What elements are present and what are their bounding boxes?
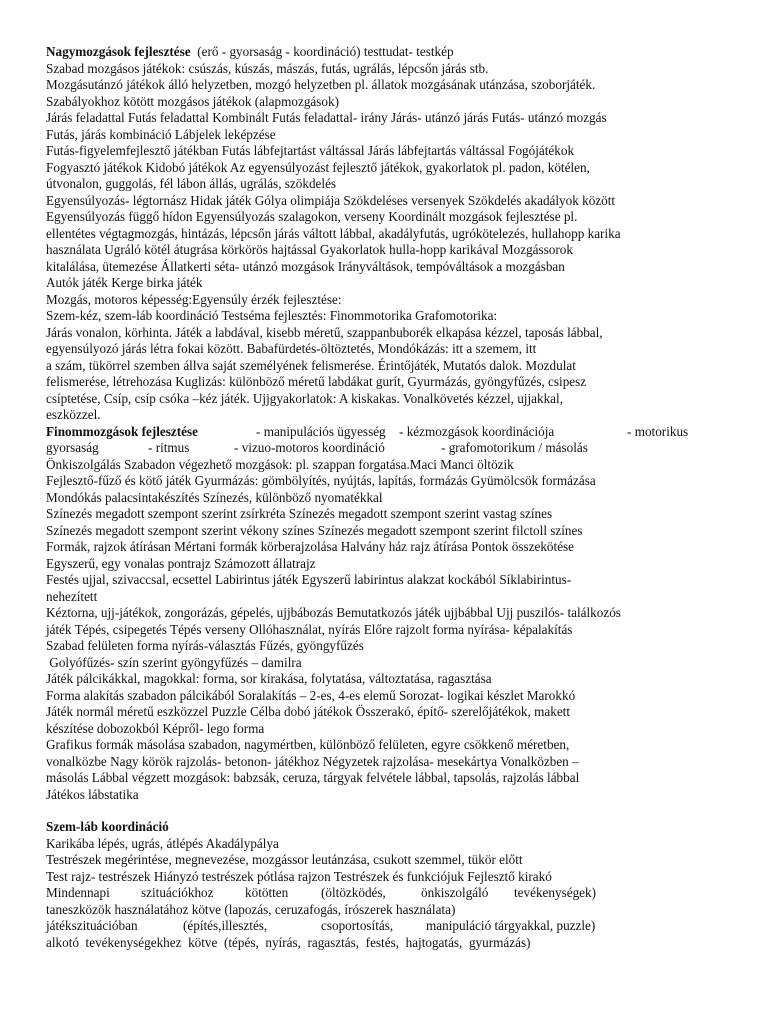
row-word: (építés,illesztés, — [183, 918, 268, 933]
text-line: Játék normál méretű eszközzel Puzzle Célba dobó játékok Összerakó, építő- szerelőjátékok, makett — [46, 704, 571, 719]
row-word: játékszituációban — [46, 918, 138, 933]
goal-item: - kézmozgások koordinációja — [399, 423, 555, 439]
row-word: Mindennapi — [46, 885, 110, 900]
text-line: felismerése, létrehozása Kuglizás: különböző méretű labdákat gurít, Gyurmázás, gyöngyfűzés, csipesz — [46, 374, 587, 389]
goal-item: - ritmus — [148, 440, 190, 455]
text-line: Játékos lábstatika — [46, 786, 139, 802]
text-line: Játék pálcikákkal, magokkal: forma, sor kirakása, folytatása, változtatása, ragasztása — [46, 671, 492, 686]
text-line: egyensúlyozó járás létra fokai között. Babafürdetés-öltöztetés, Mondókázás: itt a szemem, itt — [46, 341, 537, 356]
text-line: Golyófűzés- szín szerint gyöngyfűzés – damilra — [46, 654, 302, 670]
row-word: manipuláció tárgyakkal, puzzle) — [426, 918, 596, 933]
text-line: Egyszerű, egy vonalas pontrajz Számozott állatrajz — [46, 555, 316, 571]
text-line: ellentétes végtagmozgás, hintázás, lépcsőn járás váltott lábbal, akadályfutás, ugrókötelezés, hullahopp karika — [46, 225, 621, 241]
text-line: Szabályokhoz kötött mozgásos játékok (alapmozgások) — [46, 93, 339, 109]
text-line: használata Ugráló kötél átugrása körkörös hajtással Gyakorlatok hulla-hopp karikával Mozgássorok — [46, 242, 573, 257]
text-line: készítése dobozokból Képről- lego forma — [46, 720, 265, 736]
justified-row — [46, 885, 728, 902]
text-line: Járás vonalon, körhinta. Játék a labdával, kisebb méretű, szappanbuborék elkapása kézzel, taposás lábbal, — [46, 324, 603, 340]
goal-item: - grafomotorikum / másolás — [441, 440, 588, 455]
text-line: Mozgásutánzó játékok álló helyzetben, mozgó helyzetben pl. állatok mozgásának utánzása, szoborjáték. — [46, 77, 596, 92]
text-line: Festés ujjal, szivaccsal, ecsettel Labirintus játék Egyszerű labirintus alakzat kockából Síklabirintus- — [46, 572, 572, 587]
section-eye-foot — [46, 819, 728, 951]
text-line: Szem-kéz, szem-láb koordináció Testséma fejlesztés: Finommotorika Grafomotorika: — [46, 308, 498, 323]
text-line: csíptetése, Csíp, csíp csóka –kéz játék. Ujjgyakorlatok: A kiskakas. Vonalkövetés kézzel, ujjakkal, — [46, 390, 563, 406]
text-line: Szabad mozgásos játékok: csúszás, kúszás, mászás, futás, ugrálás, lépcsőn járás stb. — [46, 60, 489, 76]
section-heading: Szem-láb koordináció — [46, 819, 169, 834]
section-heading-line — [46, 819, 728, 836]
text-line: Futás, járás kombináció Lábjelek leképzése — [46, 126, 276, 142]
text-line: Mondókás palacsintakészítés Színezés, különböző nyomatékkal — [46, 489, 383, 505]
section-spacer — [46, 803, 728, 819]
heading-subtitle: (erő - gyorsaság - koordináció) testtudat- testkép — [190, 44, 454, 59]
text-line: alkotó tevékenységekhez kötve (tépés, nyírás, ragasztás, festés, hajtogatás, gyurmázás) — [46, 934, 531, 950]
text-line: Kéztorna, ujj-játékok, zongorázás, gépelés, ujjbábozás Bemutatkozós játék ujjbábbal Ujj puszilós- találkozós — [46, 605, 621, 620]
row-word: szituációkhoz — [141, 885, 214, 900]
goal-item: gyorsaság — [46, 440, 99, 455]
text-line: taneszközök használatához kötve (lapozás, ceruzafogás, írószerek használata) — [46, 901, 456, 917]
text-line: Színezés megadott szempont szerint zsírkréta Színezés megadott szempont szerint vastag színes — [46, 506, 553, 521]
text-line: kitalálása, ütemezése Állatkerti séta- utánzó mozgások Irányváltások, tempóváltások a mozgásban — [46, 258, 565, 274]
row-word: csoportosítás, — [321, 918, 394, 933]
section-heading: Nagymozgások fejlesztése — [46, 44, 191, 59]
text-line: másolás Lábbal végzett mozgások: babzsák, ceruza, tárgyak felvétele lábbal, tapsolás, rajzolás lábbal — [46, 770, 580, 785]
text-line: Színezés megadott szempont szerint vékony színes Színezés megadott szempont szerint filctoll színes — [46, 522, 583, 538]
section-heading: Finommozgások fejlesztése — [46, 423, 198, 439]
row-word: kötötten — [245, 885, 289, 900]
section-fine-motor — [46, 424, 728, 804]
section-heading-line — [46, 44, 728, 61]
row-word: tevékenységek) — [514, 885, 597, 900]
text-line: Fejlesztő-fűző és kötő játék Gyurmázás: gömbölyítés, nyújtás, lapítás, formázás Gyümölcsök formázása — [46, 473, 596, 488]
text-line: Karikába lépés, ugrás, átlépés Akadálypálya — [46, 835, 279, 851]
goal-item: - motorikus — [627, 423, 689, 439]
goal-item: - vizuo-motoros koordináció — [234, 440, 385, 455]
section-gross-motor — [46, 44, 728, 424]
text-line: Járás feladattal Futás feladattal Kombinált Futás feladattal- irány Járás- utánzó járás Futás- utánzó mozgás — [46, 110, 607, 125]
text-line: Futás-figyelemfejlesztő játékban Futás lábfejtartást váltással Járás lábfejtartás váltással Fogójátékok — [46, 143, 575, 158]
text-line: Mozgás, motoros képesség:Egyensúly érzék fejlesztése: — [46, 291, 342, 307]
fine-motor-heading-row — [46, 424, 728, 441]
text-line: Formák, rajzok átírásan Mértani formák körberajzolása Halvány ház rajz átírása Pontok összekötése — [46, 539, 575, 554]
text-line: Autók játék Kerge birka játék — [46, 275, 203, 290]
text-line: Forma alakítás szabadon pálcikából Soralakítás – 2-es, 4-es elemű Sorozat- logikai készlet Marokkó — [46, 687, 576, 703]
text-line: útvonalon, guggolás, fél lábon állás, ugrálás, szökdelés — [46, 176, 337, 191]
text-line: játék Tépés, csipegetés Tépés verseny Ollóhasználat, nyírás Előre rajzolt forma nyírása- képalakítás — [46, 621, 573, 637]
text-line: Grafikus formák másolása szabadon, nagymértben, különböző felületen, egyre csökkenő méretben, — [46, 737, 570, 752]
fine-motor-goals-row — [46, 440, 728, 457]
text-line: eszközzel. — [46, 407, 101, 422]
text-line: Egyensúlyozás- légtornász Hidak játék Gólya olimpiája Szökdeléses versenyek Szökdelés akadályok között — [46, 192, 616, 208]
row-word: önkiszolgáló — [421, 885, 489, 900]
justified-row — [46, 918, 728, 935]
text-line: nehezített — [46, 588, 98, 604]
text-line: a szám, tükörrel szemben állva saját személyének felismerése. Érintőjáték, Mutatós dalok. Mozdulat — [46, 357, 576, 373]
goal-item: - manipulációs ügyesség — [256, 423, 386, 439]
text-line: Test rajz- testrészek Hiányzó testrészek pótlása rajzon Testrészek és funkciójuk Fejlesztő kirakó — [46, 868, 552, 884]
row-word: (öltözködés, — [321, 885, 386, 900]
text-line: Testrészek megérintése, megnevezése, mozgássor leutánzása, csukott szemmel, tükör előtt — [46, 852, 523, 867]
text-line: Egyensúlyozás függő hídon Egyensúlyozás szalagokon, verseny Koordinált mozgások fejlesztése pl. — [46, 209, 578, 224]
text-line: Fogyasztó játékok Kidobó játékok Az egyensúlyozást fejlesztő játékok, gyakorlatok pl. padon, kötélen, — [46, 159, 590, 175]
text-line: Szabad felületen forma nyírás-választás Fűzés, gyöngyfűzés — [46, 638, 364, 653]
text-line: Önkiszolgálás Szabadon végezhető mozgások: pl. szappan forgatása.Maci Manci öltözik — [46, 456, 514, 472]
text-line: vonalközbe Nagy körök rajzolás- betonon- játékhoz Négyzetek rajzolása- mesekártya Vonalközben – — [46, 753, 579, 769]
